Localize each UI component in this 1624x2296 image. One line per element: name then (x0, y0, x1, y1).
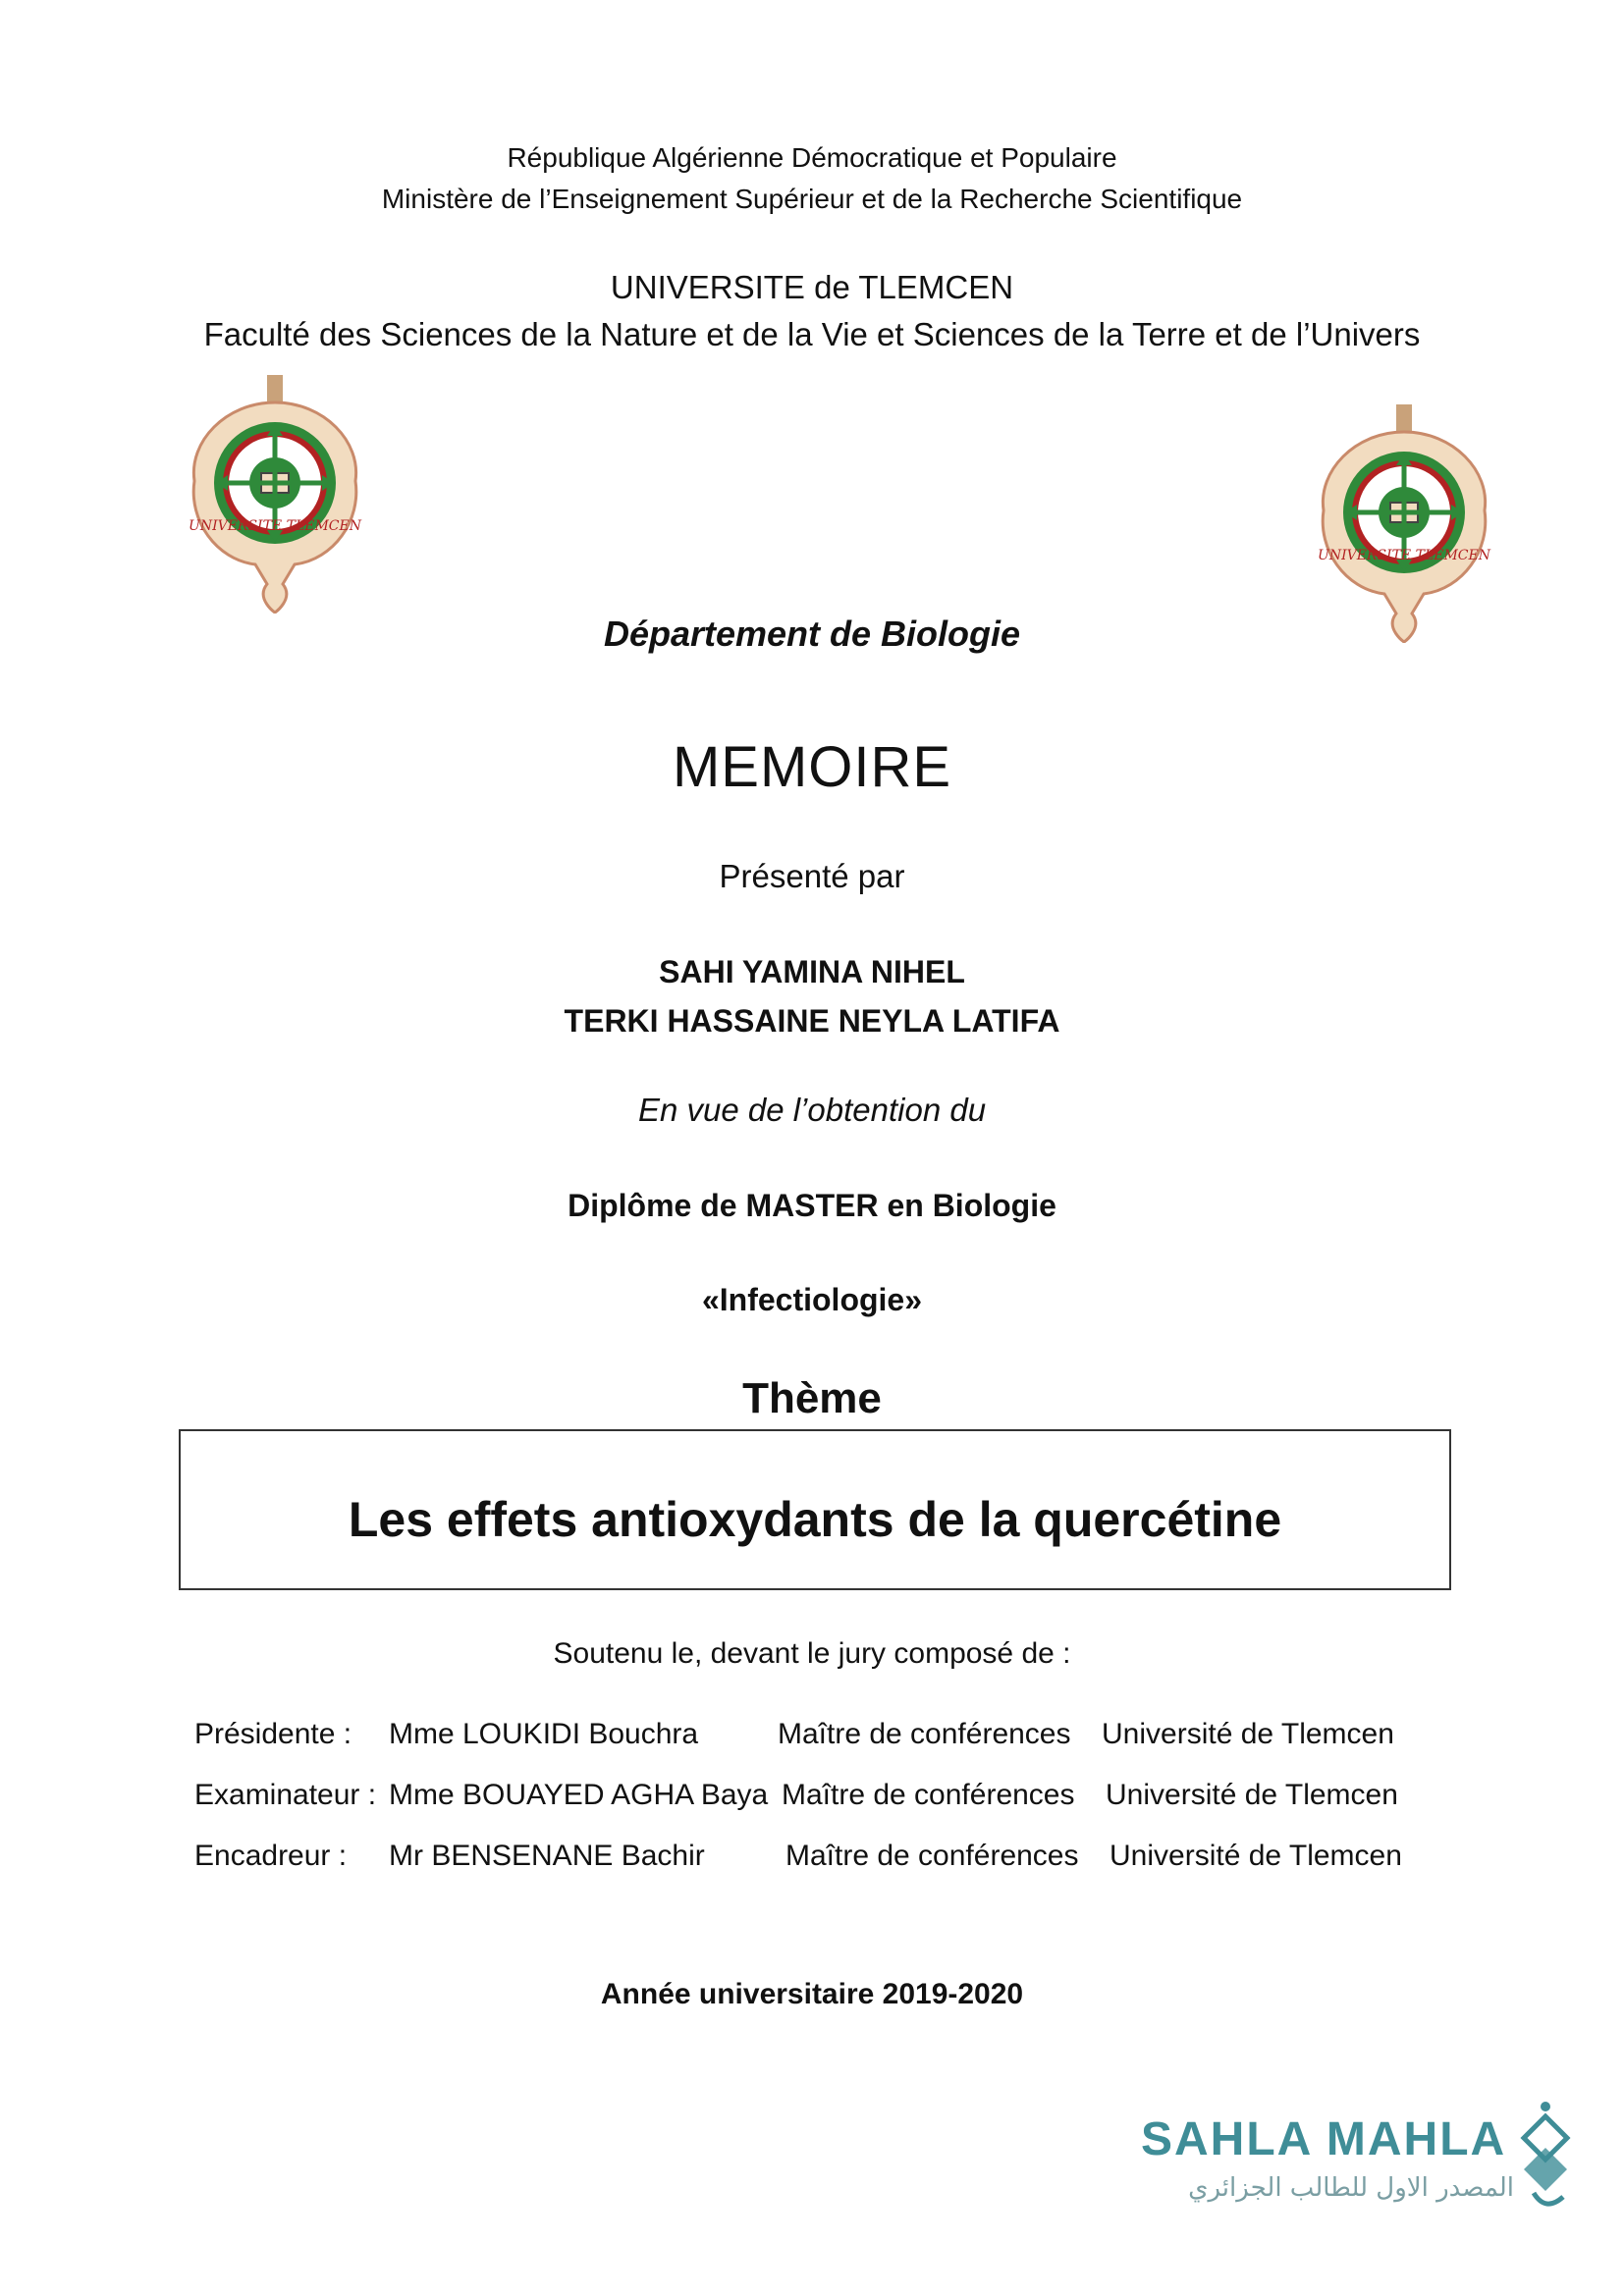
obtention-line: En vue de l’obtention du (637, 1092, 987, 1128)
jury-institution: Université de Tlemcen (1110, 1840, 1402, 1872)
republic-line: République Algérienne Démocratique et Populaire (507, 142, 1117, 173)
jury-name: Mr BENSENANE Bachir (389, 1840, 705, 1872)
jury-grade: Maître de conférences (785, 1840, 1079, 1872)
theme-box (179, 1429, 1451, 1590)
university-name: UNIVERSITE de TLEMCEN (610, 269, 1014, 305)
jury-row (0, 1779, 1624, 1818)
jury-grade: Maître de conférences (782, 1779, 1075, 1811)
document-type: MEMOIRE (672, 735, 952, 799)
jury-grade: Maître de conférences (778, 1718, 1071, 1750)
jury-name: Mme LOUKIDI Bouchra (389, 1718, 699, 1750)
jury-row (0, 1718, 1624, 1757)
ministry-line: Ministère de l’Enseignement Supérieur et de la Recherche Scientifique (381, 184, 1243, 214)
jury-row (0, 1840, 1624, 1879)
theme-label: Thème (742, 1374, 882, 1422)
sahla-mahla-logo-icon (1516, 2099, 1573, 2216)
jury-role: Examinateur : (194, 1779, 377, 1811)
diploma-title: Diplôme de MASTER en Biologie (568, 1188, 1056, 1223)
watermark-tagline: المصدر الاول للطالب الجزائري (1188, 2173, 1514, 2203)
jury-intro: Soutenu le, devant le jury composé de : (553, 1637, 1071, 1670)
theme-title: Les effets antioxydants de la quercétine (348, 1492, 1282, 1547)
author-1: SAHI YAMINA NIHEL (659, 954, 965, 989)
jury-role: Présidente : (194, 1718, 352, 1750)
sahla-mahla-watermark (1141, 2109, 1573, 2226)
watermark-brand: SAHLA MAHLA (1141, 2113, 1507, 2165)
academic-year: Année universitaire 2019-2020 (600, 1978, 1024, 2010)
jury-institution: Université de Tlemcen (1106, 1779, 1398, 1811)
jury-institution: Université de Tlemcen (1102, 1718, 1394, 1750)
author-2: TERKI HASSAINE NEYLA LATIFA (564, 1003, 1060, 1039)
seal-label: UNIVERSITE TLEMCEN (189, 518, 361, 534)
university-seal-icon-right (1316, 402, 1492, 648)
speciality: «Infectiologie» (701, 1282, 923, 1317)
presented-by: Présenté par (719, 858, 905, 894)
jury-role: Encadreur : (194, 1840, 348, 1872)
faculty-name: Faculté des Sciences de la Nature et de la Vie et Sciences de la Terre et de l’Univers (203, 316, 1421, 352)
department-title: Département de Biologie (603, 614, 1021, 654)
seal-label: UNIVERSITE TLEMCEN (1318, 548, 1490, 563)
university-seal-icon-left (187, 373, 363, 618)
jury-name: Mme BOUAYED AGHA Baya (389, 1779, 769, 1811)
